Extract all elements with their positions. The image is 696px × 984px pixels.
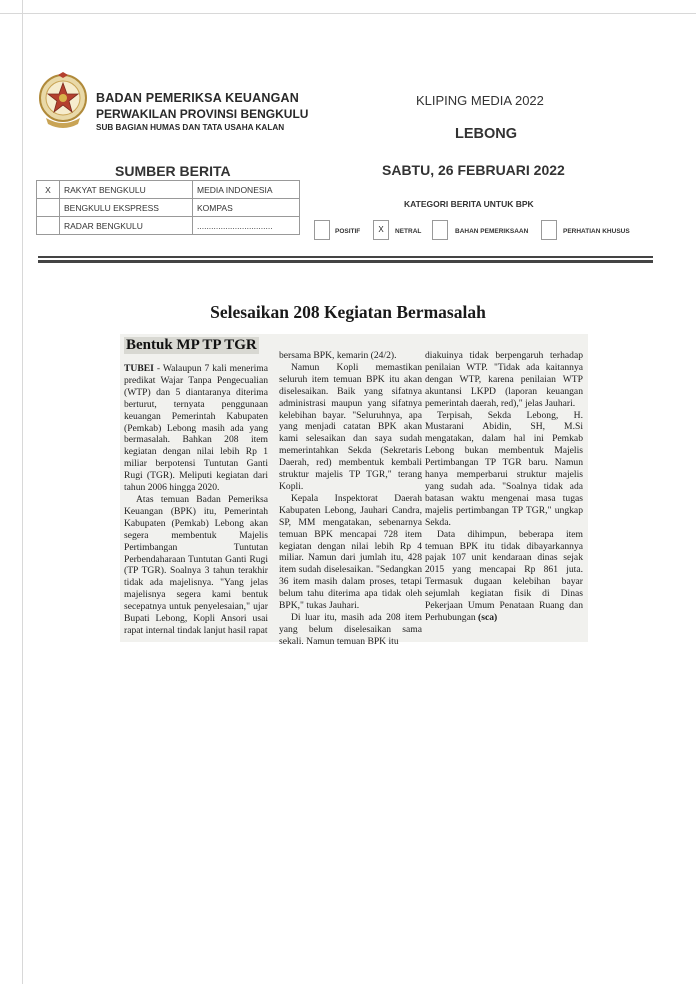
article-column-3 [425, 350, 583, 624]
kliping-title: KLIPING MEDIA 2022 [416, 93, 544, 108]
category-netral-checkbox[interactable]: X [373, 220, 389, 240]
org-name: BADAN PEMERIKSA KEUANGAN [96, 91, 299, 105]
header-divider [38, 260, 653, 263]
category-perhatian-checkbox[interactable] [541, 220, 557, 240]
source-cell: RADAR BENGKULU [60, 217, 193, 235]
category-label: PERHATIAN KHUSUS [563, 228, 630, 235]
region-title: LEBONG [455, 126, 518, 142]
source-row [37, 181, 300, 199]
bpk-emblem-logo [38, 72, 88, 134]
category-label: BAHAN PEMERIKSAAN [455, 228, 529, 235]
sources-table [36, 180, 300, 235]
article-column-2 [279, 350, 422, 648]
article-paragraph: Data dihimpun, beberapa item temuan BPK itu tidak dibayarkannya pajak 107 unit kendaraan dinas sejak 2015 yang mencapai Rp 861 juta. Termasuk dugaan kelebihan bayar sejumlah kegiatan fisik di Dinas Pekerjaan Umum Penataan Ruang dan Perhubungan (sca) [425, 528, 583, 623]
sources-title: SUMBER BERITA [115, 163, 231, 179]
source-mark-cell [37, 217, 60, 235]
category-title: KATEGORI BERITA UNTUK BPK [404, 199, 534, 209]
source-mark-cell [37, 199, 60, 217]
article-paragraph: Terpisah, Sekda Lebong, H. Mustarani Abidin, SH, M.Si mengatakan, dalam hal ini Pemkab Lebong bukan membentuk Majelis Pertimbangan TP TGR baru. Namun hanya memperbarui struktur majelis yang sudah ada. "Soalnya tidak ada batasan waktu mengenai masa tugas majelis pertimbangan TP TGR," ungkap Sekda. [425, 409, 583, 528]
scan-edge-left [22, 0, 23, 984]
source-cell: MEDIA INDONESIA [193, 181, 300, 199]
category-label: NETRAL [395, 228, 422, 235]
category-label: POSITIF [335, 228, 361, 235]
source-cell: BENGKULU EKSPRESS [60, 199, 193, 217]
source-cell: KOMPAS [193, 199, 300, 217]
header-divider [38, 256, 653, 258]
article-column-1 [124, 363, 268, 637]
article-dateline: TUBEI [124, 363, 154, 374]
clipping-date: SABTU, 26 FEBRUARI 2022 [382, 162, 565, 178]
article-paragraph: TUBEI - Walaupun 7 kali menerima predikat Wajar Tanpa Pengecualian (WTP) dan 5 diantaranya diterima berturut, ternyata penggunaan keuangan Pemerintah Kabupaten (Pemkab) Lebong masih ada yang bermasalah. Bahkan 208 item kegiatan dengan nilai lebih Rp 1 miliar berpotensi Tuntutan Ganti Rugi (TGR). Meliputi kegiatan dari tahun 2006 hingga 2020. [124, 363, 268, 494]
article-paragraph: bersama BPK, kemarin (24/2). [279, 350, 397, 361]
article-subhead: Bentuk MP TP TGR [126, 337, 257, 353]
article-paragraph: Namun Kopli memastikan seluruh item temuan BPK itu akan diselesaikan. Baik yang sifatnya administrasi maupun yang sifatnya kelebihan bayar. "Seluruhnya, apa yang menjadi catatan BPK akan kami selesaikan dan saya sudah memerintahkan Sekda (Sekretaris Daerah, red) membentuk kembali struktur majelis TP TGR," terang Kopli. [279, 361, 422, 492]
scan-edge-top [0, 13, 696, 14]
article-paragraph: Kepala Inspektorat Daerah Kabupaten Lebong, Jauhari Candra, SP, MM mengatakan, sebenarnya temuan BPK mencapai 728 item kegiatan dengan nilai lebih Rp 4 miliar. Namun dari jumlah itu, 428 item sudah diselesaikan. "Sedangkan 36 item masih dalam proses, tetapi belum tahu diterima apa tidak oleh BPK," tukas Jauhari. [279, 492, 422, 612]
org-subdivision: SUB BAGIAN HUMAS DAN TATA USAHA KALAN [96, 123, 285, 132]
category-positif-checkbox[interactable] [314, 220, 330, 240]
article-paragraph: diakuinya tidak berpengaruh terhadap penilaian WTP. "Tidak ada kaitannya dengan WTP, karena penilaian WTP akuntansi LKPD (laporan keuangan pemerintah daerah, red)," jelas Jauhari. [425, 350, 583, 409]
category-bahan-checkbox[interactable] [432, 220, 448, 240]
article-paragraph: Di luar itu, masih ada 208 item yang belum diselesaikan sama sekali. Namun temuan BPK itu [279, 611, 422, 647]
article-headline: Selesaikan 208 Kegiatan Bermasalah [210, 302, 486, 322]
org-office: PERWAKILAN PROVINSI BENGKULU [96, 107, 309, 121]
article-byline: (sca) [478, 611, 498, 623]
source-mark-cell: X [37, 181, 60, 199]
source-cell: RAKYAT BENGKULU [60, 181, 193, 199]
source-cell: ................................ [193, 217, 300, 235]
source-row [37, 217, 300, 235]
source-row [37, 199, 300, 217]
article-paragraph: Atas temuan Badan Pemeriksa Keuangan (BPK) itu, Pemerintah Kabupaten (Pemkab) Lebong akan segera membentuk Majelis Pertimbangan Tuntutan Perbendaharaan Tuntutan Ganti Rugi (TP TGR). Soalnya 3 tahun terakhir tidak ada majelisnya. "Yang jelas majelisnya segera kami bentuk secepatnya untuk penyelesaian," ujar Bupati Lebong, Kopli Ansori usai rapat internal tindak lanjut hasil rapat [124, 493, 268, 636]
